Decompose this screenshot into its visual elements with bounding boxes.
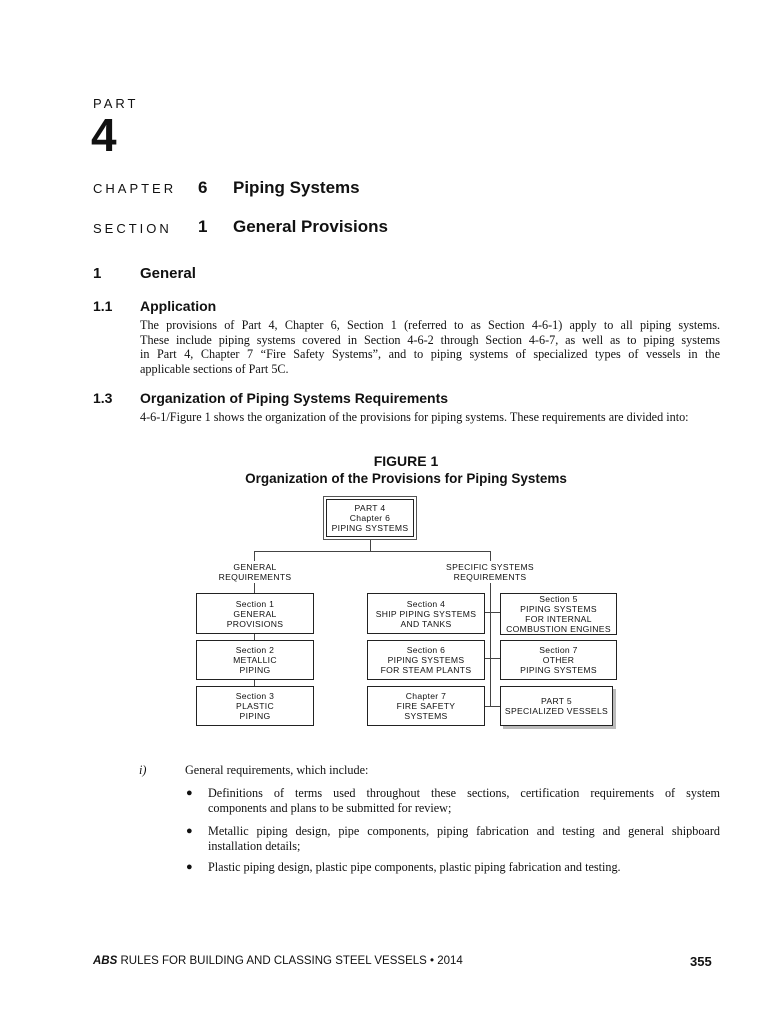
box-line: FOR STEAM PLANTS [380,665,472,675]
box-line: AND TANKS [400,618,452,629]
box-line: OTHER [542,655,575,665]
group-label-line: REQUIREMENTS [218,572,292,582]
chapter-number: 6 [198,178,208,197]
box-line: FOR INTERNAL [525,614,592,624]
box-line: PIPING [239,665,271,675]
box-line: Section 2 [235,645,275,655]
section-7-box [500,640,617,680]
box-line: METALLIC [233,655,277,665]
part-5-box [500,686,613,726]
box-line: PART 4 [354,503,386,513]
box-line: SPECIALIZED VESSELS [504,706,609,716]
section-1-box [196,593,314,634]
group-label-line: REQUIREMENTS [453,572,527,582]
box-line: Chapter 7 [405,691,447,701]
list-item [208,786,720,815]
subsection-1-3-number: 1.3 [93,390,113,406]
section-6-box [367,640,485,680]
specific-systems-requirements-label [440,562,540,582]
box-line: COMBUSTION ENGINES [506,624,611,634]
connector-line [485,612,500,613]
chapter-7-box [367,686,485,726]
connector-line [490,551,491,561]
page-number: 355 [690,954,712,969]
paragraph-line: applicable sections of Part 5C. [140,361,289,376]
box-line: PLASTIC [236,701,274,711]
box-line: PIPING SYSTEMS [331,523,409,533]
section-2-box [196,640,314,680]
bullet-icon: ● [186,787,193,799]
connector-line [485,706,500,707]
organization-paragraph: 4-6-1/Figure 1 shows the organization of the provisions for piping systems. These requirements are divided into: [140,410,689,424]
section-5-box [500,593,617,635]
box-line: Chapter 6 [349,513,391,523]
part-label: PART [93,96,139,111]
section-3-box [196,686,314,726]
footer-title [93,955,463,967]
box-line: PIPING SYSTEMS [387,655,465,665]
chapter-label: CHAPTER [93,181,177,196]
footer-text: RULES FOR BUILDING AND CLASSING STEEL VESSELS • 2014 [117,955,463,967]
box-line: PIPING [239,711,271,721]
general-requirements-label [212,562,298,582]
list-item-line: components and plans to be submitted for review; [208,800,452,815]
group-label-line: GENERAL [233,562,277,572]
chapter-title: Piping Systems [233,178,360,197]
bullet-icon: ● [186,825,193,837]
box-line: GENERAL [233,608,277,619]
box-line: PROVISIONS [226,618,284,629]
box-line: Section 7 [539,645,578,655]
box-line: Section 1 [235,598,275,609]
abs-logo: ABS [93,955,118,967]
box-line: PIPING SYSTEMS [520,665,597,675]
box-line: SHIP PIPING SYSTEMS [375,608,477,619]
list-item [208,824,720,853]
subsection-1-1-title: Application [140,298,217,314]
box-line: PIPING SYSTEMS [520,604,597,614]
connector-line [254,551,255,561]
connector-line [370,538,371,551]
connector-line [254,551,491,552]
box-line: Section 6 [406,645,446,655]
box-line: PART 5 [541,696,572,706]
subsection-1-3-title: Organization of Piping Systems Requirements [140,390,449,406]
paragraph-line: These include piping systems covered in Section 4-6-2 through Section 4-6-7, as well as to piping systems [140,332,720,347]
section-label: SECTION [93,221,172,236]
list-item-line: installation details; [208,838,301,853]
list-item-line: Definitions of terms used throughout these sections, certification requirements of system [208,786,720,800]
list-roman-marker: i) [139,763,147,777]
figure-title: Organization of the Provisions for Piping Systems [245,471,567,486]
paragraph-line: The provisions of Part 4, Chapter 6, Section 1 (referred to as Section 4-6-1) apply to all piping systems. [140,318,720,332]
list-intro: General requirements, which include: [185,763,369,777]
part-4-box [326,499,414,537]
paragraph-line: in Part 4, Chapter 7 “Fire Safety Systems”, and to piping systems of specialized types of vessels in the [140,347,720,362]
bullet-icon: ● [186,861,193,873]
box-line: SYSTEMS [404,711,448,721]
box-line: Section 3 [235,691,275,701]
group-label-line: SPECIFIC SYSTEMS [446,562,534,572]
section-4-box [367,593,485,634]
subsection-1-1-number: 1.1 [93,298,113,314]
section-1-number: 1 [93,265,102,282]
list-item [208,860,720,875]
box-line: Section 5 [539,594,578,604]
list-item-line: Metallic piping design, pipe components, piping fabrication and testing and general shipboard [208,824,720,838]
box-line: FIRE SAFETY [396,701,456,711]
box-line: Section 4 [406,598,446,609]
connector-line [254,583,255,593]
section-title: General Provisions [233,217,388,236]
part-number: 4 [91,109,117,161]
connector-line [490,583,491,707]
figure-label: FIGURE 1 [373,453,439,469]
connector-line [485,658,500,659]
application-paragraph [140,318,720,376]
list-item-line: Plastic piping design, plastic pipe components, plastic piping fabrication and testing. [208,860,621,874]
section-1-title: General [140,265,196,282]
section-number: 1 [198,217,208,236]
